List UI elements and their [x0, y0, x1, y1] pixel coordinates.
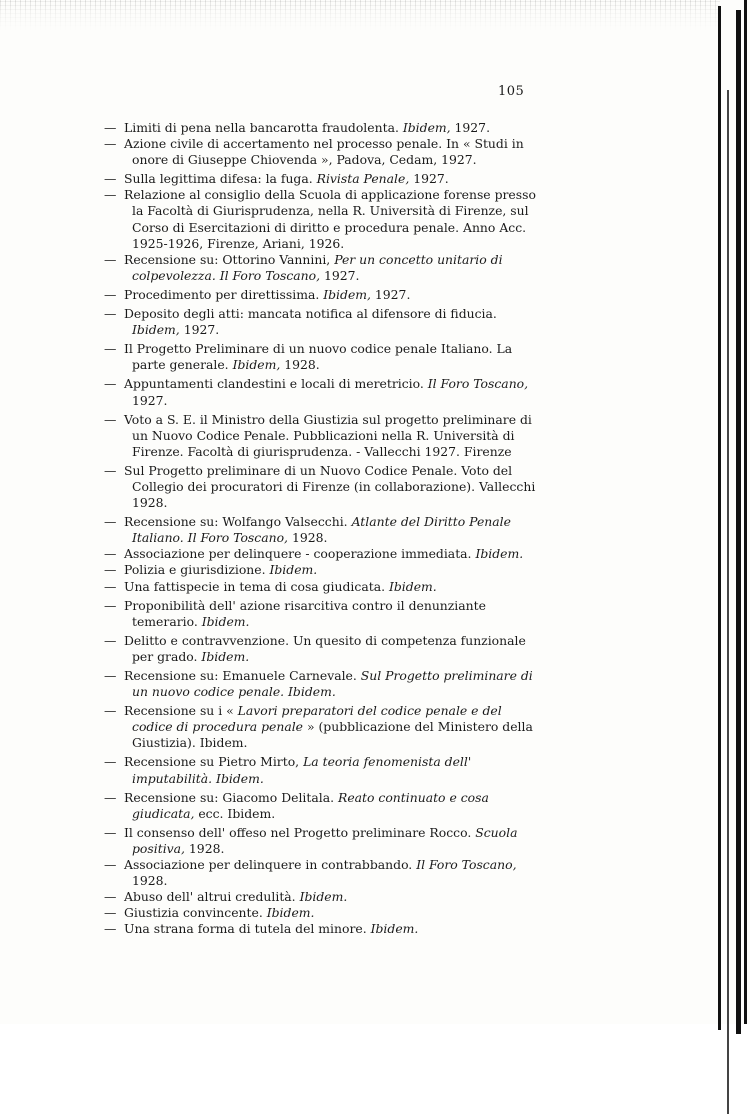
entry-tail: 1927. [450, 120, 491, 135]
entry-tail: 1927. [132, 392, 168, 408]
entry-dash: — [104, 857, 117, 873]
bibliography-entry [104, 171, 542, 187]
entry-text: Voto a S. E. il Ministro della Giustizia sul progetto preliminare di un Nuovo Codice Penale. Pubblicazioni nella R. Università di Firenze. Facoltà di giurisprudenza. - Vallecchi 1927. Firenze [124, 411, 532, 459]
entry-text: Il Progetto Preliminare di un nuovo codice penale Italiano. La parte generale. [124, 341, 513, 373]
entry-tail: ecc. Ibidem. [194, 805, 276, 821]
entry-source-italic: Reato continuato e cosa giudicata, [132, 789, 489, 821]
entry-source-italic: Ibidem. [201, 613, 250, 629]
bibliography-entry [104, 754, 542, 786]
page-edge-rule [744, 0, 747, 1024]
entry-tail: 1927. [370, 286, 411, 302]
entry-text: Recensione su: Emanuele Carnevale. [124, 668, 361, 683]
entry-source-italic: Per un concetto unitario di colpevolezza. Il Foro Toscano, [132, 251, 503, 283]
bibliography-entry [104, 187, 542, 251]
entry-dash: — [104, 703, 117, 719]
entry-dash: — [104, 376, 117, 392]
bibliography-entry [104, 633, 542, 665]
entry-source-italic: Ibidem. [269, 562, 318, 578]
bibliography-entry [104, 412, 542, 460]
entry-text: Polizia e giurisdizione. [124, 562, 270, 578]
entry-dash: — [104, 462, 117, 478]
entry-source-italic: Scuola positiva, [132, 824, 518, 856]
entry-dash: — [104, 668, 117, 683]
entry-source-italic: Ibidem. [299, 889, 348, 905]
entry-dash: — [104, 546, 117, 562]
entry-dash: — [104, 597, 117, 613]
entry-text: Deposito degli atti: mancata notifica al difensore di fiducia. [124, 306, 497, 322]
entry-dash: — [104, 306, 117, 322]
entry-text: Recensione su i « [124, 703, 238, 719]
entry-text: Il consenso dell' offeso nel Progetto preliminare Rocco. [124, 824, 476, 840]
bibliography-entry [104, 463, 542, 511]
entry-text: Proponibilità dell' azione risarcitiva contro il denunziante temerario. [124, 597, 486, 629]
entry-dash: — [104, 411, 117, 427]
entry-text: Una fattispecie in tema di cosa giudicata. [124, 578, 389, 594]
entry-text: Procedimento per direttissima. [124, 286, 324, 302]
entry-source-italic: Il Foro Toscano, [427, 376, 529, 392]
bibliography-entry [104, 857, 542, 889]
entry-tail: 1928. [280, 357, 320, 373]
bibliography-entry [104, 598, 542, 630]
bibliography-entry [104, 120, 542, 136]
entry-source-italic: Ibidem, [323, 286, 371, 302]
entry-source-italic: Ibidem, [132, 322, 180, 338]
bibliography-entry [104, 579, 542, 595]
entry-text: Delitto e contravvenzione. Un quesito di competenza funzionale per grado. [124, 632, 526, 664]
entry-dash: — [104, 120, 117, 135]
entry-text: Associazione per delinquere - cooperazione immediata. [124, 546, 476, 562]
entry-text: Recensione su Pietro Mirto, [124, 754, 304, 770]
entry-source-italic: Rivista Penale, [316, 171, 410, 187]
entry-text: Relazione al consiglio della Scuola di applicazione forense presso la Facoltà di Giurisprudenza, nella R. Università di Firenze, sul Corso di Esercitazioni di diritto e procedura penale. Anno Acc. 1925-1926, Firenze, Ariani, 1926. [124, 187, 536, 251]
entry-text: Sul Progetto preliminare di un Nuovo Codice Penale. Voto del Collegio dei procuratori di Firenze (in collaborazione). Vallecchi 1928. [124, 462, 536, 511]
entry-text: Abuso dell' altrui credulità. [124, 889, 300, 905]
entry-dash: — [104, 171, 117, 187]
entry-dash: — [104, 286, 117, 302]
bibliography-entry [104, 252, 542, 284]
entry-text: Una strana forma di tutela del minore. [124, 921, 371, 937]
entry-source-italic: Atlante del Diritto Penale Italiano. Il Foro Toscano, [132, 514, 511, 546]
entry-tail: 1927. [179, 322, 220, 338]
bibliography-entry [104, 905, 542, 921]
bibliography-entry [104, 306, 542, 338]
entry-source-italic: Il Foro Toscano, [416, 857, 517, 873]
entry-dash: — [104, 136, 117, 152]
entry-dash: — [104, 578, 117, 594]
entry-tail: 1928. [132, 873, 168, 889]
entry-dash: — [104, 187, 117, 203]
entry-source-italic: Ibidem, [232, 357, 281, 373]
entry-source-italic: Ibidem, [402, 120, 451, 135]
entry-tail: 1927. [409, 171, 449, 187]
entry-tail: 1928. [184, 840, 225, 856]
entry-dash: — [104, 562, 117, 578]
entry-dash: — [104, 824, 117, 840]
bibliography-entry [104, 703, 542, 751]
entry-text: Recensione su: Giacomo Delitala. [124, 789, 338, 805]
page-edge-rule [718, 6, 721, 1030]
bibliography-list [104, 120, 542, 938]
page-number: 105 [498, 84, 525, 99]
entry-dash: — [104, 754, 117, 770]
entry-source-italic: Sul Progetto preliminare di un nuovo codice penale. Ibidem. [132, 668, 533, 700]
bibliography-entry [104, 546, 542, 562]
bibliography-entry [104, 790, 542, 822]
bibliography-entry [104, 921, 542, 937]
bibliography-entry [104, 136, 542, 168]
entry-text: Recensione su: Ottorino Vannini, [124, 251, 335, 267]
entry-dash: — [104, 632, 117, 648]
entry-source-italic: Ibidem. [266, 905, 315, 921]
bibliography-entry [104, 287, 542, 303]
scan-noise-top [0, 0, 720, 30]
entry-dash: — [104, 921, 117, 937]
page-edge-rule [736, 10, 741, 1034]
entry-text: Recensione su: Wolfango Valsecchi. [124, 514, 352, 530]
entry-tail: 1928. [288, 530, 328, 546]
bibliography-entry [104, 341, 542, 373]
entry-source-italic: Ibidem. [475, 546, 524, 562]
entry-dash: — [104, 889, 117, 905]
bibliography-entry [104, 668, 542, 700]
bibliography-entry [104, 514, 542, 546]
entry-text: Giustizia convincente. [124, 905, 267, 921]
entry-tail: 1927. [320, 267, 360, 283]
entry-source-italic: Ibidem. [201, 648, 250, 664]
page-edge-rule [727, 90, 729, 1114]
bibliography-entry [104, 889, 542, 905]
entry-source-italic: Lavori preparatori del codice penale e del codice di procedura penale [132, 703, 502, 735]
entry-source-italic: Ibidem. [370, 921, 419, 937]
entry-source-italic: La teoria fenomenista dell' imputabilità. Ibidem. [132, 754, 472, 786]
entry-dash: — [104, 514, 117, 530]
entry-source-italic: Ibidem. [388, 578, 437, 594]
entry-text: Azione civile di accertamento nel processo penale. In « Studi in onore di Giuseppe Chiovenda », Padova, Cedam, 1927. [124, 136, 524, 168]
entry-text: Sulla legittima difesa: la fuga. [124, 171, 317, 187]
entry-text: Limiti di pena nella bancarotta fraudolenta. [124, 120, 403, 135]
entry-dash: — [104, 251, 117, 267]
entry-tail: » (pubblicazione del Ministero della Giustizia). Ibidem. [132, 719, 533, 751]
bibliography-entry [104, 825, 542, 857]
bibliography-entry [104, 376, 542, 408]
bibliography-entry [104, 562, 542, 578]
entry-dash: — [104, 789, 117, 805]
entry-dash: — [104, 905, 117, 921]
entry-text: Associazione per delinquere in contrabbando. [124, 857, 417, 873]
entry-dash: — [104, 341, 117, 357]
entry-text: Appuntamenti clandestini e locali di meretricio. [124, 376, 428, 392]
